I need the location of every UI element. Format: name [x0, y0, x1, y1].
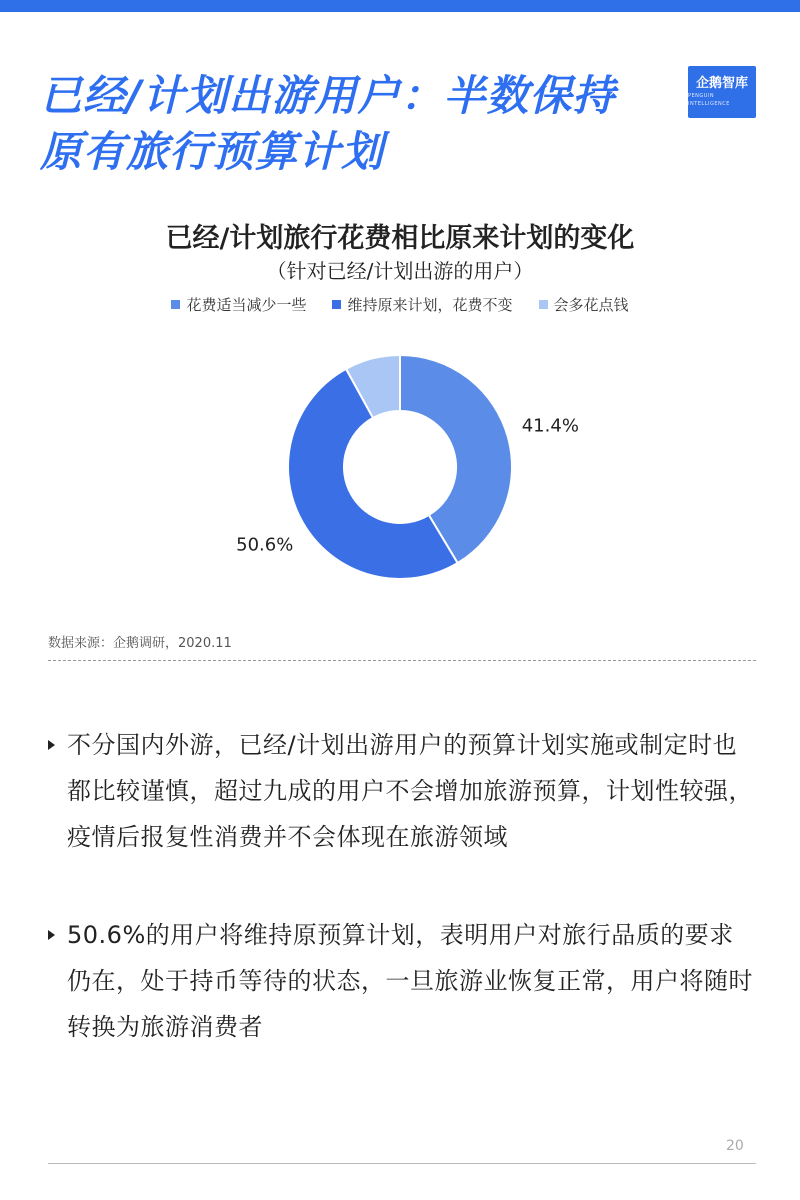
bullet-text: 不分国内外游，已经/计划出游用户的预算计划实施或制定时也都比较谨慎，超过九成的用户不会增加旅游预算，计划性较强，疫情后报复性消费并不会体现在旅游领域 [67, 731, 753, 851]
bullet-text: 50.6%的用户将维持原预算计划，表明用户对旅行品质的要求仍在，处于持币等待的状态，一旦旅游业恢复正常，用户将随时转换为旅游消费者 [67, 921, 753, 1041]
chart-legend [0, 294, 800, 315]
data-source: 数据来源：企鹅调研，2020.11 [48, 636, 232, 651]
bullet-point-2 [48, 912, 758, 1050]
top-accent-bar [0, 0, 800, 12]
triangle-bullet-icon [48, 740, 55, 750]
legend-swatch [539, 300, 548, 309]
dashed-divider [48, 660, 756, 661]
page-title [40, 68, 670, 180]
chart-title: 已经/计划旅行花费相比原来计划的变化 [165, 223, 635, 254]
legend-swatch [332, 300, 341, 309]
donut-chart [200, 330, 600, 610]
logo-subtext: PENGUIN INTELLIGENCE [688, 93, 730, 107]
legend-item-reduce [171, 294, 306, 315]
page-title-line1: 已经/计划出游用户：半数保持 [40, 71, 616, 120]
data-label-maintain: 50.6% [236, 534, 294, 556]
brand-logo [688, 66, 756, 118]
legend-label: 花费适当减少一些 [186, 296, 307, 314]
data-label-reduce: 41.4% [521, 415, 579, 437]
page-title-line2: 原有旅行预算计划 [40, 127, 385, 176]
legend-swatch [171, 300, 180, 309]
bullet-point-1 [48, 722, 758, 860]
triangle-bullet-icon [48, 930, 55, 940]
page-number: 20 [726, 1138, 744, 1154]
legend-item-increase [539, 294, 629, 315]
footer-line [48, 1163, 756, 1164]
legend-label: 维持原来计划，花费不变 [347, 296, 513, 314]
legend-label: 会多花点钱 [553, 296, 629, 314]
logo-text: 企鹅智库 [695, 76, 748, 91]
chart-subtitle: （针对已经/计划出游的用户） [266, 259, 534, 283]
legend-item-maintain [332, 294, 512, 315]
